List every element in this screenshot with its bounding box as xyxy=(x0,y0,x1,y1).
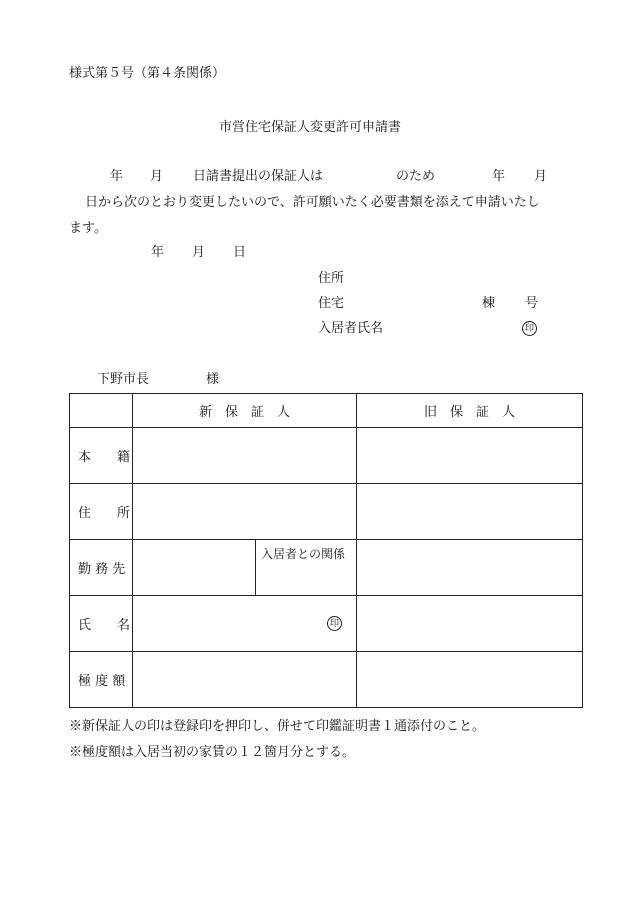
note-seal: ※新保証人の印は登録印を押印し、併せて印鑑証明書１通添付のこと。 xyxy=(69,719,486,734)
body-year-1: 年 xyxy=(110,169,124,184)
applicant-housing-label: 住宅 xyxy=(318,296,345,311)
applicant-address-label: 住所 xyxy=(318,271,345,286)
header-new-guarantor: 新 保 証 人 xyxy=(133,394,357,428)
page-title: 市営住宅保証人変更許可申請書 xyxy=(219,120,402,135)
date-day: 日 xyxy=(233,245,247,260)
row-label-address: 住 所 xyxy=(70,484,133,540)
form-number: 様式第５号（第４条関係） xyxy=(69,66,226,81)
header-old-guarantor: 旧 保 証 人 xyxy=(357,394,583,428)
new-guarantor-seal-icon: 印 xyxy=(327,616,342,631)
body-reason: のため xyxy=(396,169,436,184)
body-month-1: 月 xyxy=(150,169,164,184)
body-text-2: 日から次のとおり変更したいので、許可願いたく必要書類を添えて申請いたし xyxy=(85,195,540,210)
old-address-field[interactable] xyxy=(357,484,583,540)
table-row-name xyxy=(70,596,583,652)
applicant-building-label: 棟 xyxy=(482,296,496,311)
relationship-cell[interactable] xyxy=(256,540,357,596)
new-domicile-field[interactable] xyxy=(133,428,357,484)
old-name-field[interactable] xyxy=(357,596,583,652)
row-label-workplace: 勤 務 先 xyxy=(70,540,133,596)
body-year-2: 年 xyxy=(492,169,506,184)
new-address-field[interactable] xyxy=(133,484,357,540)
applicant-seal-icon xyxy=(522,321,537,336)
header-blank-cell xyxy=(70,394,133,428)
applicant-name-label: 入居者氏名 xyxy=(318,321,384,336)
row-label-name: 氏 名 xyxy=(70,596,133,652)
applicant-seal-text: 印 xyxy=(522,321,537,336)
note-limit: ※極度額は入居当初の家賃の１２箇月分とする。 xyxy=(69,745,356,760)
old-domicile-field[interactable] xyxy=(357,428,583,484)
body-month-2: 月 xyxy=(534,169,548,184)
date-year: 年 xyxy=(151,245,165,260)
table-row-workplace xyxy=(70,540,583,596)
date-month: 月 xyxy=(192,245,206,260)
table-row-domicile xyxy=(70,428,583,484)
addressee-name: 下野市長 xyxy=(97,372,150,387)
row-label-domicile: 本 籍 xyxy=(70,428,133,484)
relationship-label: 入居者との関係 xyxy=(261,547,346,561)
new-limit-field[interactable] xyxy=(133,652,357,708)
table-header-row xyxy=(70,394,583,428)
row-label-limit: 極 度 額 xyxy=(70,652,133,708)
applicant-number-label: 号 xyxy=(525,296,539,311)
body-text-1: 日請書提出の保証人は xyxy=(193,169,324,184)
old-limit-field[interactable] xyxy=(357,652,583,708)
table-row-address xyxy=(70,484,583,540)
table-row-limit xyxy=(70,652,583,708)
body-text-3: ます。 xyxy=(69,221,107,236)
old-workplace-field[interactable] xyxy=(357,540,583,596)
new-workplace-field[interactable] xyxy=(133,540,256,596)
guarantor-table xyxy=(69,393,583,708)
new-name-field[interactable] xyxy=(133,596,357,652)
addressee-honorific: 様 xyxy=(206,372,220,387)
